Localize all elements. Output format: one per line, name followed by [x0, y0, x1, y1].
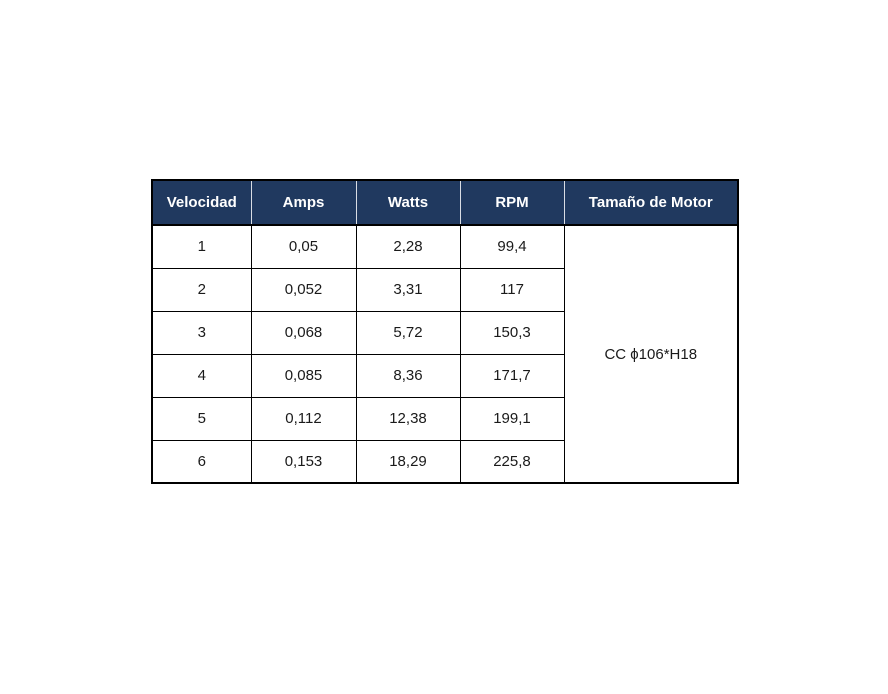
cell-velocidad: 4 — [152, 354, 251, 397]
cell-watts: 12,38 — [356, 397, 460, 440]
cell-amps: 0,052 — [251, 268, 356, 311]
header-rpm: RPM — [460, 180, 564, 225]
cell-watts: 8,36 — [356, 354, 460, 397]
cell-velocidad: 3 — [152, 311, 251, 354]
header-amps: Amps — [251, 180, 356, 225]
cell-rpm: 225,8 — [460, 440, 564, 483]
cell-amps: 0,085 — [251, 354, 356, 397]
cell-velocidad: 1 — [152, 225, 251, 268]
cell-amps: 0,153 — [251, 440, 356, 483]
cell-rpm: 99,4 — [460, 225, 564, 268]
table-row — [152, 225, 738, 268]
cell-rpm: 171,7 — [460, 354, 564, 397]
cell-amps: 0,068 — [251, 311, 356, 354]
cell-watts: 2,28 — [356, 225, 460, 268]
cell-amps: 0,05 — [251, 225, 356, 268]
motor-size-cell: CC ϕ106*H18 — [564, 225, 738, 483]
header-motor-size: Tamaño de Motor — [564, 180, 738, 225]
cell-rpm: 117 — [460, 268, 564, 311]
cell-velocidad: 2 — [152, 268, 251, 311]
cell-rpm: 150,3 — [460, 311, 564, 354]
cell-amps: 0,112 — [251, 397, 356, 440]
cell-velocidad: 6 — [152, 440, 251, 483]
header-watts: Watts — [356, 180, 460, 225]
cell-rpm: 199,1 — [460, 397, 564, 440]
cell-velocidad: 5 — [152, 397, 251, 440]
motor-spec-table — [151, 179, 739, 484]
cell-watts: 18,29 — [356, 440, 460, 483]
cell-watts: 5,72 — [356, 311, 460, 354]
table-header-row — [152, 180, 738, 225]
header-velocidad: Velocidad — [152, 180, 251, 225]
cell-watts: 3,31 — [356, 268, 460, 311]
